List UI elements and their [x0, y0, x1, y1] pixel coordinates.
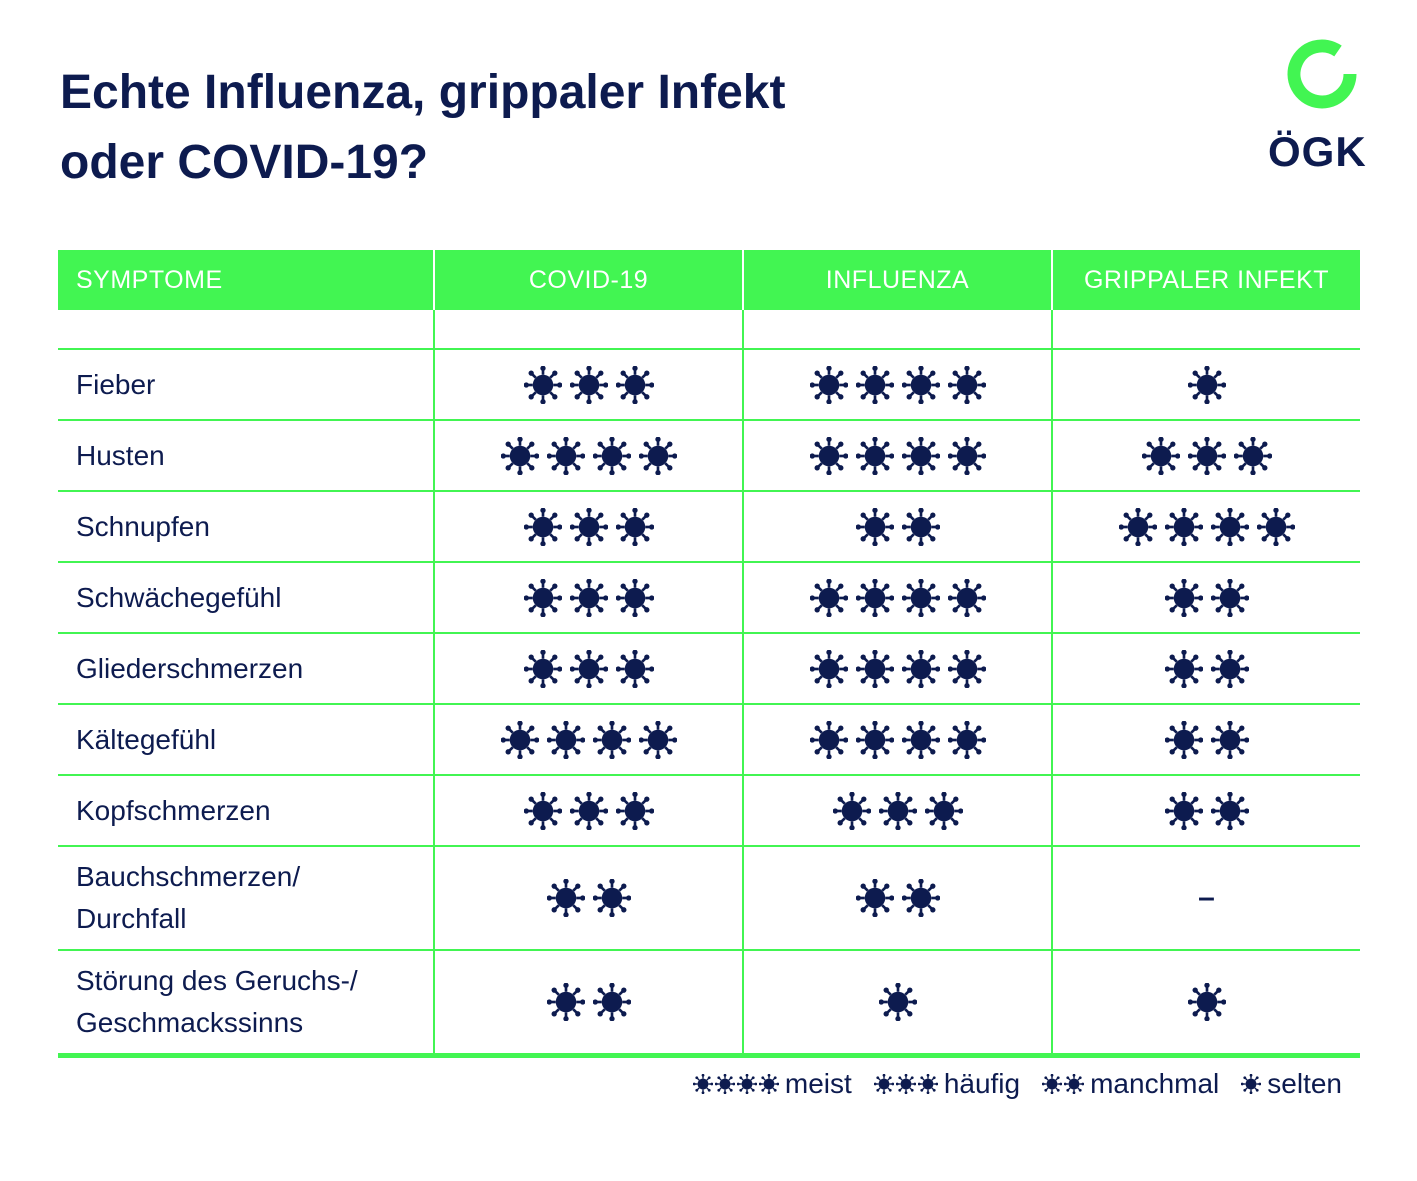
- symptom-cell: [58, 634, 433, 703]
- influenza-cell: [742, 492, 1051, 561]
- rating-4: [810, 579, 986, 617]
- legend-label: meist: [784, 1068, 852, 1099]
- table-spacer-row: [58, 310, 1360, 350]
- virus-icon: [1165, 650, 1203, 688]
- virus-icon: [616, 792, 654, 830]
- symptom-label: Fieber: [76, 368, 156, 400]
- virus-icon: [856, 650, 894, 688]
- rating-4: [810, 721, 986, 759]
- virus-icon: [524, 792, 562, 830]
- virus-icon: [1211, 508, 1249, 546]
- symptom-cell: [58, 847, 433, 949]
- table-body: [58, 350, 1360, 1058]
- rating-2: [1165, 721, 1249, 759]
- virus-icon: [874, 1074, 894, 1094]
- virus-icon: [1042, 1074, 1062, 1094]
- virus-icon: [1188, 437, 1226, 475]
- table-row: [58, 350, 1360, 421]
- virus-icon: [1064, 1074, 1084, 1094]
- covid-cell: [433, 350, 742, 419]
- legend-label: selten: [1267, 1068, 1342, 1099]
- legend-rating: [874, 1074, 938, 1094]
- rating-4: [810, 366, 986, 404]
- table-row: [58, 847, 1360, 951]
- legend-item: [1241, 1068, 1342, 1100]
- virus-icon: [1165, 721, 1203, 759]
- virus-icon: [616, 366, 654, 404]
- legend-label: häufig: [943, 1068, 1021, 1099]
- virus-icon: [1241, 1074, 1261, 1094]
- virus-icon: [918, 1074, 938, 1094]
- table-row: [58, 634, 1360, 705]
- grippal-cell: [1051, 492, 1360, 561]
- virus-icon: [570, 650, 608, 688]
- virus-icon: [948, 579, 986, 617]
- covid-cell: [433, 847, 742, 949]
- grippal-cell: [1051, 776, 1360, 845]
- symptom-table: [58, 250, 1360, 1058]
- influenza-cell: [742, 705, 1051, 774]
- influenza-cell: [742, 951, 1051, 1053]
- virus-icon: [524, 650, 562, 688]
- virus-icon: [616, 508, 654, 546]
- table-row: [58, 705, 1360, 776]
- virus-icon: [856, 579, 894, 617]
- rating-4: [1119, 508, 1295, 546]
- virus-icon: [925, 792, 963, 830]
- virus-icon: [1211, 650, 1249, 688]
- rating-1: [879, 983, 917, 1021]
- virus-icon: [810, 650, 848, 688]
- rating-2: [1165, 579, 1249, 617]
- rating-2: [1165, 650, 1249, 688]
- virus-icon: [856, 366, 894, 404]
- rating-2: [1165, 792, 1249, 830]
- virus-icon: [902, 508, 940, 546]
- virus-icon: [856, 437, 894, 475]
- virus-icon: [948, 366, 986, 404]
- legend-item: [874, 1068, 1020, 1100]
- virus-icon: [902, 366, 940, 404]
- virus-icon: [948, 437, 986, 475]
- virus-icon: [902, 879, 940, 917]
- influenza-cell: [742, 421, 1051, 490]
- covid-cell: [433, 951, 742, 1053]
- spacer-cell: [742, 310, 1051, 348]
- virus-icon: [570, 508, 608, 546]
- virus-icon: [902, 579, 940, 617]
- virus-icon: [570, 579, 608, 617]
- page-title: [60, 58, 785, 198]
- symptom-cell: [58, 776, 433, 845]
- rating-2: [856, 508, 940, 546]
- covid-cell: [433, 776, 742, 845]
- virus-icon: [759, 1074, 779, 1094]
- spacer-cell: [433, 310, 742, 348]
- virus-icon: [524, 579, 562, 617]
- table-row: [58, 421, 1360, 492]
- covid-cell: [433, 492, 742, 561]
- rating-3: [524, 579, 654, 617]
- table-header: [58, 250, 1360, 310]
- symptom-cell: [58, 705, 433, 774]
- symptom-label: Gliederschmerzen: [76, 652, 304, 684]
- virus-icon: [810, 366, 848, 404]
- title-line-1: Echte Influenza, grippaler Infekt: [60, 66, 786, 119]
- table-row: [58, 951, 1360, 1058]
- legend-item: [693, 1068, 852, 1100]
- legend-rating: [1241, 1074, 1261, 1094]
- virus-icon: [547, 983, 585, 1021]
- legend-item: [1042, 1068, 1219, 1100]
- header-grippal: GRIPPALER INFEKT: [1051, 250, 1360, 310]
- virus-icon: [896, 1074, 916, 1094]
- virus-icon: [879, 792, 917, 830]
- rating-1: [1188, 983, 1226, 1021]
- virus-icon: [948, 721, 986, 759]
- grippal-cell: [1051, 421, 1360, 490]
- virus-icon: [810, 579, 848, 617]
- virus-icon: [856, 879, 894, 917]
- virus-icon: [1165, 508, 1203, 546]
- spacer-cell: [1051, 310, 1360, 348]
- influenza-cell: [742, 847, 1051, 949]
- virus-icon: [547, 437, 585, 475]
- virus-icon: [879, 983, 917, 1021]
- rating-2: [547, 983, 631, 1021]
- virus-icon: [693, 1074, 713, 1094]
- header-influenza: INFLUENZA: [742, 250, 1051, 310]
- table-row: [58, 776, 1360, 847]
- virus-icon: [501, 721, 539, 759]
- rating-4: [501, 437, 677, 475]
- rating-3: [524, 792, 654, 830]
- virus-icon: [616, 579, 654, 617]
- rating-3: [1142, 437, 1272, 475]
- virus-icon: [616, 650, 654, 688]
- influenza-cell: [742, 634, 1051, 703]
- grippal-cell: [1051, 705, 1360, 774]
- covid-cell: [433, 421, 742, 490]
- virus-icon: [902, 721, 940, 759]
- virus-icon: [833, 792, 871, 830]
- virus-icon: [810, 721, 848, 759]
- grippal-cell: [1051, 563, 1360, 632]
- rating-2: [856, 879, 940, 917]
- virus-icon: [1165, 579, 1203, 617]
- virus-icon: [1188, 366, 1226, 404]
- symptom-label: Schwächegefühl: [76, 581, 282, 613]
- virus-icon: [1188, 983, 1226, 1021]
- grippal-cell: [1051, 634, 1360, 703]
- virus-icon: [593, 879, 631, 917]
- symptom-cell: [58, 350, 433, 419]
- logo-ring-icon: [1284, 36, 1360, 112]
- virus-icon: [1211, 792, 1249, 830]
- legend-rating: [693, 1074, 779, 1094]
- influenza-cell: [742, 563, 1051, 632]
- symptom-cell: [58, 951, 433, 1053]
- covid-cell: [433, 563, 742, 632]
- logo-text: ÖGK: [1268, 128, 1367, 175]
- rating-4: [810, 437, 986, 475]
- virus-icon: [810, 437, 848, 475]
- virus-icon: [902, 650, 940, 688]
- symptom-cell: [58, 421, 433, 490]
- rating-3: [524, 366, 654, 404]
- header-symptome: SYMPTOME: [76, 265, 223, 294]
- virus-icon: [547, 721, 585, 759]
- virus-icon: [547, 879, 585, 917]
- header-covid: COVID-19: [433, 250, 742, 310]
- symptom-label: Störung des Geruchs-/ Geschmackssinns: [76, 965, 358, 1038]
- virus-icon: [501, 437, 539, 475]
- none-symbol: –: [1198, 881, 1215, 914]
- virus-icon: [856, 721, 894, 759]
- virus-icon: [948, 650, 986, 688]
- grippal-cell: [1051, 847, 1360, 949]
- virus-icon: [1142, 437, 1180, 475]
- symptom-label: Schnupfen: [76, 510, 210, 542]
- virus-icon: [737, 1074, 757, 1094]
- symptom-label: Bauchschmerzen/ Durchfall: [76, 861, 301, 934]
- covid-cell: [433, 634, 742, 703]
- rating-3: [833, 792, 963, 830]
- oegk-logo: [1262, 36, 1382, 175]
- virus-icon: [639, 437, 677, 475]
- virus-icon: [593, 983, 631, 1021]
- virus-icon: [639, 721, 677, 759]
- virus-icon: [856, 508, 894, 546]
- virus-icon: [570, 366, 608, 404]
- virus-icon: [1119, 508, 1157, 546]
- table-row: [58, 492, 1360, 563]
- rating-4: [810, 650, 986, 688]
- covid-cell: [433, 705, 742, 774]
- grippal-cell: [1051, 350, 1360, 419]
- virus-icon: [593, 437, 631, 475]
- rating-1: [1188, 366, 1226, 404]
- table-row: [58, 563, 1360, 634]
- virus-icon: [593, 721, 631, 759]
- symptom-label: Kältegefühl: [76, 723, 217, 755]
- influenza-cell: [742, 776, 1051, 845]
- virus-icon: [1211, 579, 1249, 617]
- legend-rating: [1042, 1074, 1084, 1094]
- virus-icon: [524, 508, 562, 546]
- rating-2: [547, 879, 631, 917]
- rating-3: [524, 650, 654, 688]
- rating-4: [501, 721, 677, 759]
- title-line-2: oder COVID-19?: [60, 136, 429, 189]
- symptom-label: Kopfschmerzen: [76, 794, 271, 826]
- influenza-cell: [742, 350, 1051, 419]
- grippal-cell: [1051, 951, 1360, 1053]
- rating-3: [524, 508, 654, 546]
- virus-icon: [1257, 508, 1295, 546]
- symptom-cell: [58, 563, 433, 632]
- legend-label: manchmal: [1090, 1068, 1220, 1099]
- virus-icon: [902, 437, 940, 475]
- legend: [671, 1068, 1342, 1100]
- virus-icon: [1234, 437, 1272, 475]
- virus-icon: [524, 366, 562, 404]
- spacer-cell: [58, 310, 433, 348]
- virus-icon: [1165, 792, 1203, 830]
- virus-icon: [715, 1074, 735, 1094]
- symptom-label: Husten: [76, 439, 165, 471]
- virus-icon: [570, 792, 608, 830]
- symptom-cell: [58, 492, 433, 561]
- virus-icon: [1211, 721, 1249, 759]
